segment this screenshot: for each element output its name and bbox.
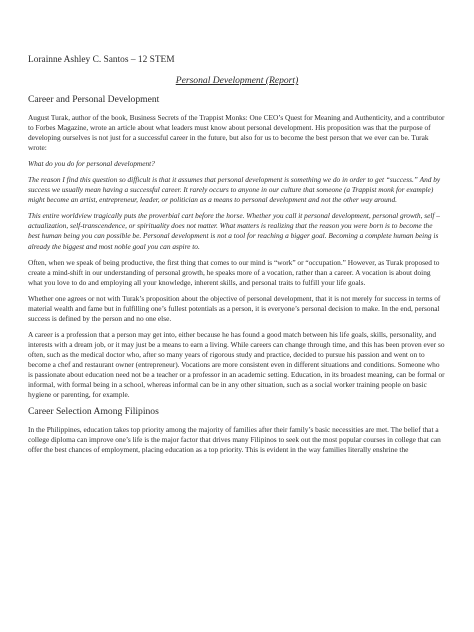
paragraph-quote-1: The reason I find this question so difficult is that it assumes that personal development is something we do in order to get “success.” And by success we usually mean having a successful career. It rarely occurs to anyone in our culture that someone (a Trappist monk for example) might become an artist, entrepreneur, leader, or politician as a means to personal development and not the other way around. xyxy=(28,175,441,205)
paragraph-productive: Often, when we speak of being productive, the first thing that comes to our mind is “work” or “occupation.” However, as Turak proposed to create a mind-shift in our understanding of personal growth, he speaks more of a vocation, rather than a career. A vocation is about doing what you love to do and employing all your knowledge, inherent skills, and personal traits to fulfill your life goals. xyxy=(28,257,440,287)
document-title: Personal Development (Report) xyxy=(175,75,299,86)
paragraph-quote-2: This entire worldview tragically puts the proverbial cart before the horse. Whether you call it personal development, personal growth, self – actualization, self-transcendence, or spirituality does not matter. What matters is realizing that the reason you were born is to become the best human being you can possible be. Personal development is not a tool for reaching a bigger goal. Becoming a complete human being is already the biggest and most noble goal you can aspire to. xyxy=(28,211,440,251)
paragraph-philippines: In the Philippines, education takes top priority among the majority of families after their family’s basic necessities are met. The belief that a college diploma can improve one’s life is the major factor that drives many Filipinos to seek out the most popular courses in college that can offer the best chances of employment, placing education as a top priority. This is evident in the way families literally enshrine the xyxy=(28,425,441,455)
section-heading-filipinos: Career Selection Among Filipinos xyxy=(28,406,159,418)
paragraph-career-definition: A career is a profession that a person may get into, either because he has found a good match between his life goals, skills, personality, and interests with a dream job, or it may just be a means to earn a living. While careers can change through time, and this has been proven ever so often, such as the medical doctor who, after so many years of rigorous study and practice, decided to pursue his passion and went on to become a chef and restaurant owner (entrepreneur). Vocations are more consistent even in different situations and conditions. Someone who is passionate about education need not be a teacher or a professor in an academic setting. Education, in its broadest meaning, can be formal or informal, with formal being in a school, whereas informal can be in any other situation, such as a social worker training people on basic hygiene or parenting, for example. xyxy=(28,329,445,400)
paragraph-turak-intro: August Turak, author of the book, Business Secrets of the Trappist Monks: One CEO’s Quest for Meaning and Authenticity, and a contributor to Forbes Magazine, wrote an article about what leaders must know about personal development. His proposition was that the purpose of developing ourselves is not just for a successful career in the future, but also for us to become the best person that we ever can be. Turak wrote: xyxy=(28,113,445,153)
paragraph-question: What do you do for personal development? xyxy=(28,159,155,169)
paragraph-proposition: Whether one agrees or not with Turak’s proposition about the objective of personal development, that it is not merely for success in terms of material wealth and fame but in fulfilling one’s fullest potentials as a person, it is everyone’s personal decision to make. In the end, personal success is defined by the person and no one else. xyxy=(28,293,441,323)
section-heading-career: Career and Personal Development xyxy=(28,94,160,105)
author-line: Lorainne Ashley C. Santos – 12 STEM xyxy=(28,55,175,65)
